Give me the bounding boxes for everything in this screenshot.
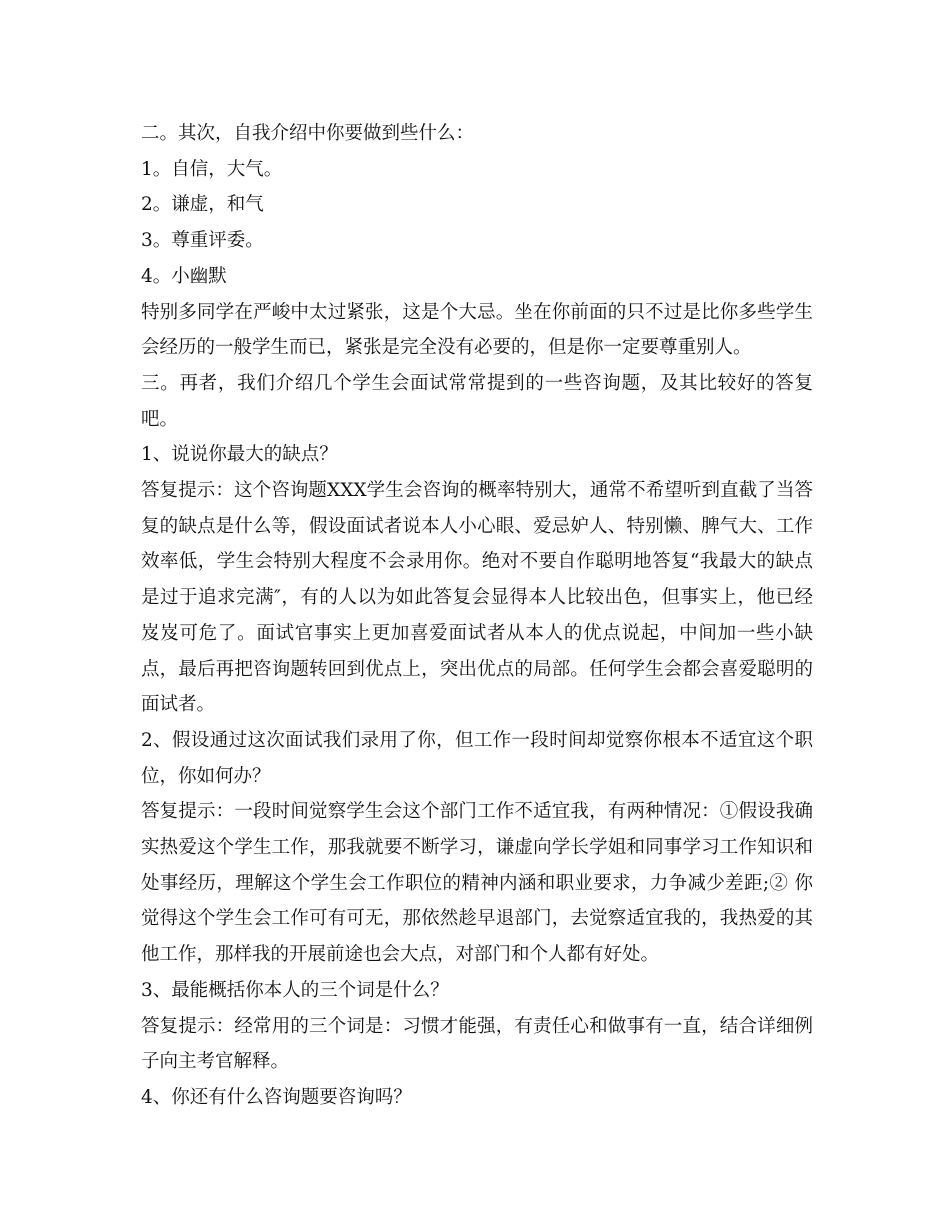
section-heading: 二。其次，自我介绍中你要做到些什么： bbox=[141, 123, 475, 144]
question: 4、你还有什么咨询题要咨询吗？ bbox=[141, 1086, 412, 1108]
question: 1、说说你最大的缺点？ bbox=[141, 444, 338, 466]
answer-hint: 答复提示：一段时间觉察学生会这个部门工作不适宜我，有两种情况：①假设我确实热爱这个学生工作，那我就要不断学习，谦虚向学长学姐和同事学习工作知识和处事经历，理解这个学生会工作职位的精神内涵和职业要求，力争减少差距;② 你觉得这个学生会工作可有可无，那依然趁早退部门，去觉察适宜我的，我热爱的其他工作，那样我的开展前途也会大点，对部门和个人都有好处。 bbox=[141, 801, 813, 966]
body-paragraph: 特别多同学在严峻中太过紧张，这是个大忌。坐在你前面的只不过是比你多些学生会经历的一般学生而已，紧张是完全没有必要的，但是你一定要尊重别人。 bbox=[141, 301, 813, 359]
answer-hint: 答复提示：这个咨询题XXX学生会咨询的概率特别大，通常不希望听到直截了当答复的缺点是什么等，假设面试者说本人小心眼、爱忌妒人、特别懒、脾气大、工作效率低，学生会特别大程度不会录用你。绝对不要自作聪明地答复“我最大的缺点是过于追求完满″，有的人以为如此答复会显得本人比较出色，但事实上，他已经岌岌可危了。面试官事实上更加喜爱面试者从本人的优点说起，中间加一些小缺点，最后再把咨询题转回到优点上，突出优点的局部。任何学生会都会喜爱聪明的面试者。 bbox=[141, 480, 813, 716]
section-heading: 三。再者，我们介绍几个学生会面试常常提到的一些咨询题，及其比较好的答复吧。 bbox=[141, 372, 813, 430]
list-item: 3。尊重评委。 bbox=[141, 230, 264, 252]
question: 3、最能概括你本人的三个词是什么？ bbox=[141, 979, 449, 1001]
question: 2、假设通过这次面试我们录用了你，但工作一段时间却觉察你根本不适宜这个职位，你如何办？ bbox=[141, 729, 813, 787]
answer-hint: 答复提示：经常用的三个词是：习惯才能强，有责任心和做事有一直，结合详细例子向主考官解释。 bbox=[141, 1015, 813, 1073]
list-item: 4。小幽默 bbox=[141, 265, 227, 287]
document-body bbox=[141, 116, 813, 1116]
list-item: 1。自信，大气。 bbox=[141, 158, 283, 180]
list-item: 2。谦虚，和气 bbox=[141, 194, 264, 216]
